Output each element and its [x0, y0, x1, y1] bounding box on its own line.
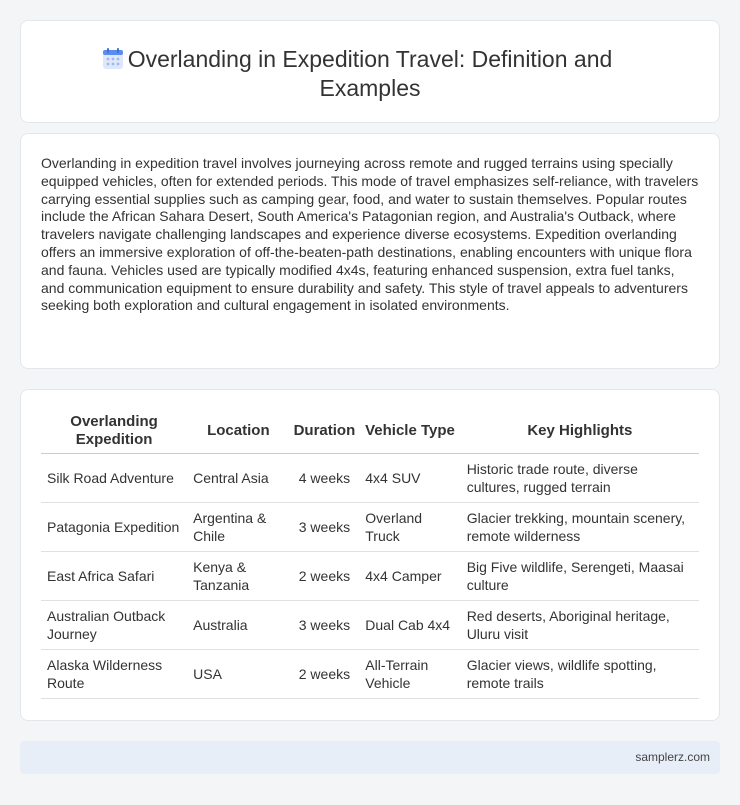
description-text: Overlanding in expedition travel involves journeying across remote and rugged terrains using specially equipped vehicles, often for extended periods. This mode of travel emphasizes self-reliance, with travelers carrying essential supplies such as camping gear, food, and water to sustain themselves. Popular routes include the African Sahara Desert, South America's Patagonian region, and Australia's Outback, where travelers navigate challenging landscapes and experience diverse ecosystems. Expedition overlanding offers an immersive exploration of off-the-beaten-path destinations, enabling encounters with unique flora and fauna. Vehicles used are typically modified 4x4s, featuring enhanced suspension, extra fuel tanks, and communication equipment to ensure durability and safety. This style of travel appeals to adventurers seeking both exploration and cultural engagement in isolated environments. — [41, 155, 699, 314]
cell-key-highlights: Big Five wildlife, Serengeti, Maasai culture — [461, 551, 699, 600]
cell-expedition: Silk Road Adventure — [41, 453, 187, 502]
cell-duration: 3 weeks — [290, 502, 360, 551]
footer — [20, 741, 720, 774]
cell-vehicle-type: 4x4 SUV — [359, 453, 460, 502]
expeditions-table — [41, 410, 699, 699]
table-row — [41, 600, 699, 649]
cell-key-highlights: Historic trade route, diverse cultures, rugged terrain — [461, 453, 699, 502]
table-card — [20, 389, 720, 721]
title-card — [20, 20, 720, 123]
table-row — [41, 649, 699, 698]
cell-vehicle-type: Dual Cab 4x4 — [359, 600, 460, 649]
cell-location: Australia — [187, 600, 289, 649]
cell-expedition: Patagonia Expedition — [41, 502, 187, 551]
cell-location: Argentina & Chile — [187, 502, 289, 551]
table-header-row — [41, 410, 699, 453]
cell-key-highlights: Glacier trekking, mountain scenery, remote wilderness — [461, 502, 699, 551]
header-location: Location — [187, 410, 289, 453]
cell-key-highlights: Red deserts, Aboriginal heritage, Uluru visit — [461, 600, 699, 649]
table-row — [41, 551, 699, 600]
cell-location: Central Asia — [187, 453, 289, 502]
cell-vehicle-type: All-Terrain Vehicle — [359, 649, 460, 698]
cell-duration: 2 weeks — [290, 649, 360, 698]
header-duration: Duration — [290, 410, 360, 453]
cell-vehicle-type: Overland Truck — [359, 502, 460, 551]
page-title: Overlanding in Expedition Travel: Definition and Examples — [127, 46, 613, 101]
cell-duration: 4 weeks — [290, 453, 360, 502]
table-row — [41, 453, 699, 502]
header-key-highlights: Key Highlights — [461, 410, 699, 453]
footer-site-link[interactable]: samplerz.com — [635, 750, 710, 764]
cell-location: Kenya & Tanzania — [187, 551, 289, 600]
cell-location: USA — [187, 649, 289, 698]
description-card — [20, 133, 720, 369]
cell-duration: 3 weeks — [290, 600, 360, 649]
cell-vehicle-type: 4x4 Camper — [359, 551, 460, 600]
cell-expedition: Alaska Wilderness Route — [41, 649, 187, 698]
cell-key-highlights: Glacier views, wildlife spotting, remote trails — [461, 649, 699, 698]
cell-expedition: East Africa Safari — [41, 551, 187, 600]
table-row — [41, 502, 699, 551]
header-expedition: Overlanding Expedition — [41, 410, 187, 453]
header-vehicle-type: Vehicle Type — [359, 410, 460, 453]
cell-duration: 2 weeks — [290, 551, 360, 600]
cell-expedition: Australian Outback Journey — [41, 600, 187, 649]
